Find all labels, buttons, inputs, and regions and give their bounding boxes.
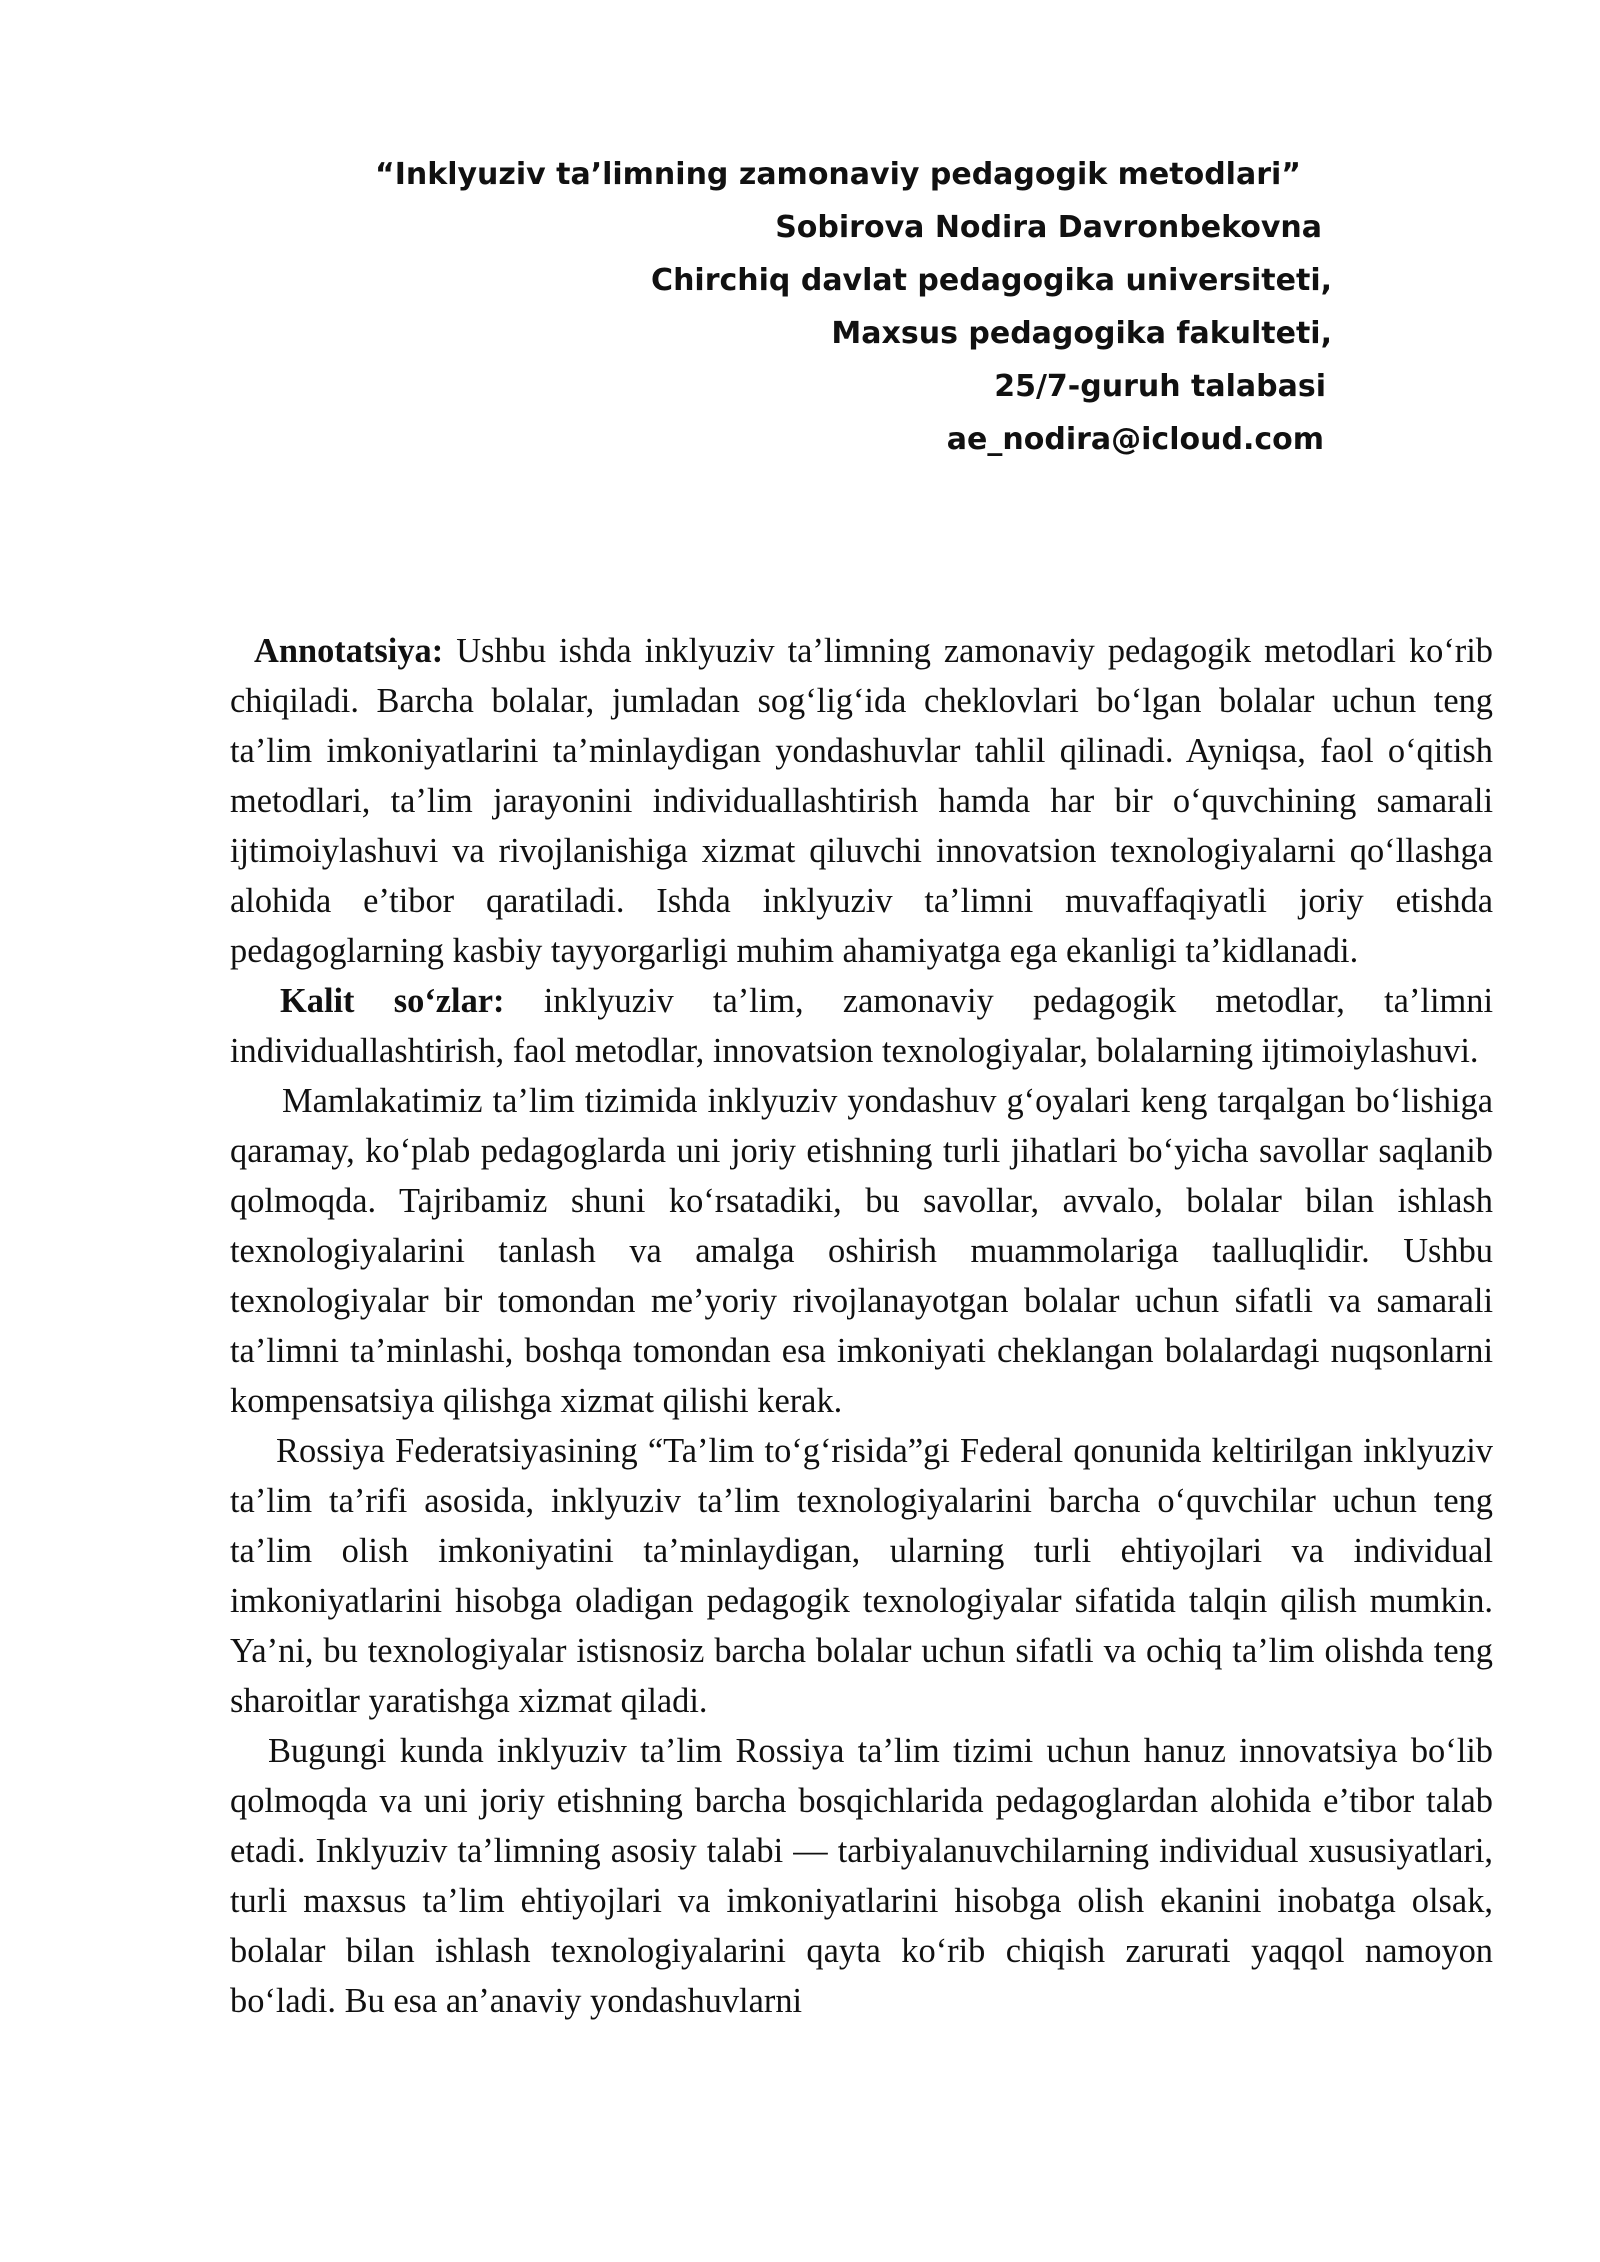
- author-faculty: Maxsus pedagogika fakulteti,: [831, 316, 1332, 351]
- annotation-paragraph: [230, 626, 1493, 976]
- keywords-text: inklyuziv ta’lim, zamonaviy pedagogik metodlar, ta’limni individuallashtirish, faol metodlar, innovatsion texnologiyalar, bolalarning ijtimoiylashuvi.: [230, 982, 1494, 1070]
- annotation-text: Ushbu ishda inklyuziv ta’limning zamonaviy pedagogik metodlari ko‘rib chiqiladi. Barcha bolalar, jumladan sog‘lig‘ida cheklovlari bo‘lgan bolalar uchun teng ta’lim imkoniyatlarini ta’minlaydigan yondashuvlar tahlil qilinadi. Ayniqsa, faol o‘qitish metodlari, ta’lim jarayonini individuallashtirish hamda har bir o‘quvchining samarali ijtimoiylashuvi va rivojlanishiga xizmat qiluvchi innovatsion texnologiyalarni qo‘llashga alohida e’tibor qaratiladi. Ishda inklyuziv ta’limni muvaffaqiyatli joriy etishda pedagoglarning kasbiy tayyorgarligi muhim ahamiyatga ega ekanligi ta’kidlanadi.: [230, 632, 1493, 970]
- body-paragraph: Mamlakatimiz ta’lim tizimida inklyuziv yondashuv g‘oyalari keng tarqalgan bo‘lishiga qaramay, ko‘plab pedagoglarda uni joriy etishning turli jihatlari bo‘yicha savollar saqlanib qolmoqda. Tajribamiz shuni ko‘rsatadiki, bu savollar, avvalo, bolalar bilan ishlash texnologiyalarini tanlash va amalga oshirish muammolariga taalluqlidir. Ushbu texnologiyalar bir tomondan me’yoriy rivojlanayotgan bolalar uchun sifatli va samarali ta’limni ta’minlashi, boshqa tomondan esa imkoniyati cheklangan bolalardagi nuqsonlarni kompensatsiya qilishga xizmat qilishi kerak.: [230, 1082, 1493, 1420]
- annotation-label: Annotatsiya:: [254, 632, 444, 670]
- author-university: Chirchiq davlat pedagogika universiteti,: [651, 263, 1332, 298]
- author-name: Sobirova Nodira Davronbekovna: [775, 210, 1322, 245]
- keywords-label: Kalit so‘zlar:: [280, 982, 505, 1020]
- body-paragraph: Bugungi kunda inklyuziv ta’lim Rossiya ta’lim tizimi uchun hanuz innovatsiya bo‘lib qolmoqda va uni joriy etishning barcha bosqichlarida pedagoglardan alohida e’tibor talab etadi. Inklyuziv ta’limning asosiy talabi — tarbiyalanuvchilarning individual xususiyatlari, turli maxsus ta’lim ehtiyojlari va imkoniyatlarini hisobga olish ekanini inobatga olsak, bolalar bilan ishlash texnologiyalarini qayta ko‘rib chiqish zarurati yaqqol namoyon bo‘ladi. Bu esa an’anaviy yondashuvlarni: [230, 1732, 1493, 2020]
- keywords-paragraph: [230, 976, 1493, 1076]
- article-body: [230, 626, 1493, 2026]
- author-group: 25/7-guruh talabasi: [994, 369, 1326, 404]
- body-paragraph: Rossiya Federatsiyasining “Ta’lim to‘g‘risida”gi Federal qonunida keltirilgan inklyuziv ta’lim ta’rifi asosida, inklyuziv ta’lim texnologiyalarini barcha o‘quvchilar uchun teng ta’lim olish imkoniyatini ta’minlaydigan, ularning turli ehtiyojlari va individual imkoniyatlarini hisobga oladigan pedagogik texnologiyalar sifatida talqin qilish mumkin. Ya’ni, bu texnologiyalar istisnosiz barcha bolalar uchun sifatli va ochiq ta’lim olishda teng sharoitlar yaratishga xizmat qiladi.: [230, 1432, 1493, 1720]
- author-email: ae_nodira@icloud.com: [946, 422, 1324, 457]
- article-title: “Inklyuziv ta’limning zamonaviy pedagogik metodlari”: [375, 157, 1302, 192]
